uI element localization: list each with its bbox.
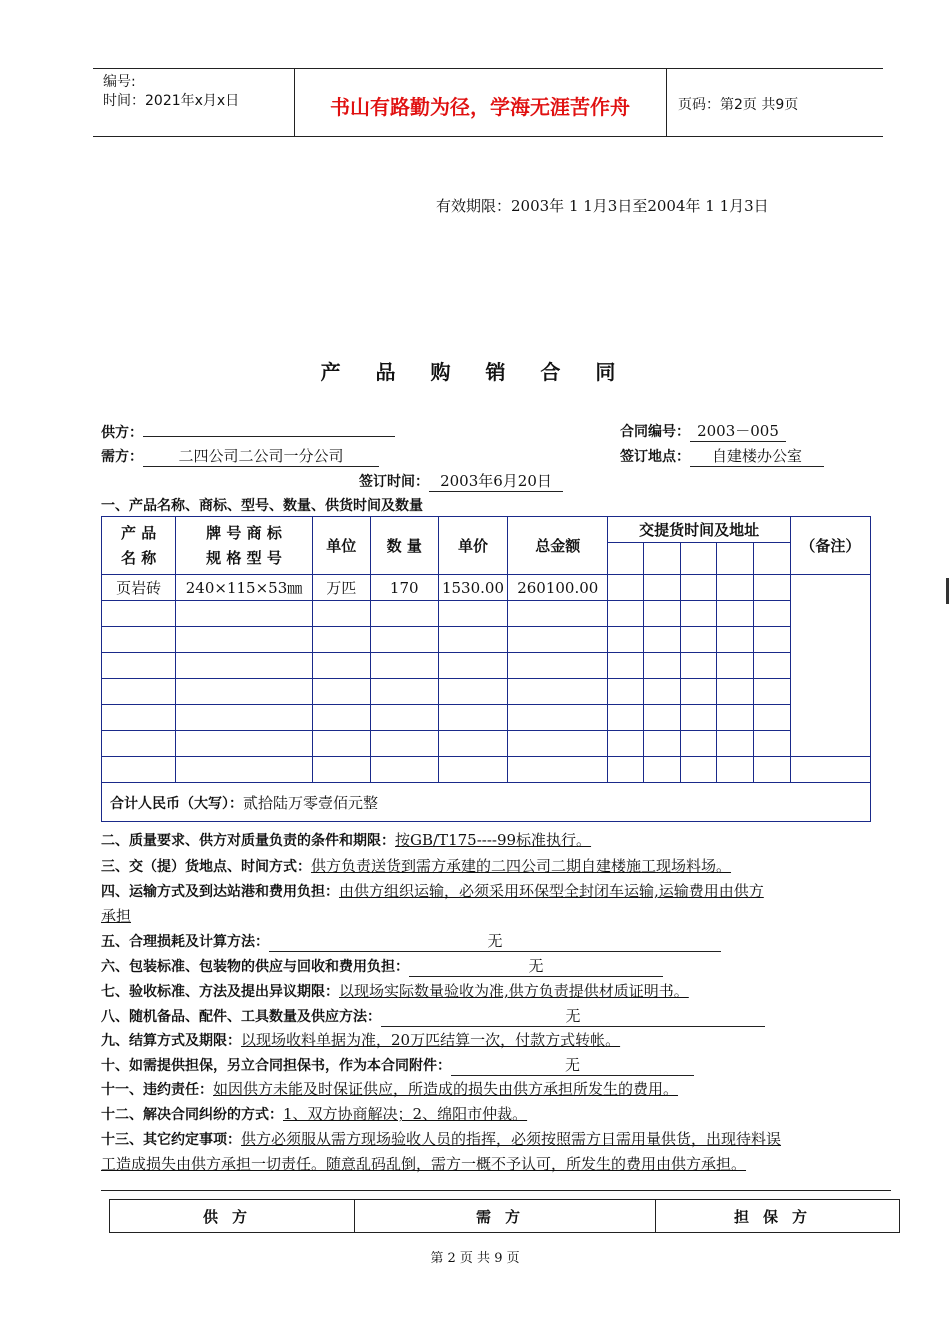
- sign-time-value: 2003年6月20日: [429, 470, 563, 492]
- clause-13-value: 供方必须服从需方现场验收人员的指挥，必须按照需方日需用量供货，出现待料误: [241, 1130, 782, 1148]
- clause-12-value: 1、双方协商解决；2、绵阳市仲裁。: [283, 1105, 528, 1123]
- sum-cell: [102, 783, 871, 822]
- table-row: [102, 705, 871, 731]
- code-label: 编号:: [103, 74, 136, 90]
- page-footer: 第 2 页 共 9 页: [430, 1251, 520, 1266]
- time-label: 时间：2021年x月x日: [103, 93, 240, 109]
- signature-supplier: 供方: [110, 1200, 355, 1233]
- clause-8-value: 无: [381, 1005, 765, 1027]
- sign-place-label: 签订地点：: [620, 449, 690, 465]
- clause-10-key: 十、如需提供担保，另立合同担保书，作为本合同附件：: [101, 1058, 451, 1074]
- clause-6-key: 六、包装标准、包装物的供应与回收和费用负担：: [101, 959, 409, 975]
- section1-heading: 一、产品名称、商标、型号、数量、供货时间及数量: [101, 498, 423, 514]
- clause-6-value: 无: [409, 955, 663, 977]
- delivery-cell: [680, 543, 717, 575]
- clause-10-value: 无: [451, 1054, 694, 1076]
- header-motto-cell: [294, 69, 667, 136]
- clause-13-cont: [101, 1153, 746, 1174]
- header-total: 总金额: [508, 517, 608, 575]
- signature-buyer: 需方: [354, 1200, 655, 1233]
- remark-cell: [790, 575, 870, 757]
- header-unit: 单位: [312, 517, 370, 575]
- header-name-2: 名 称: [120, 548, 157, 567]
- clause-4-value-2: 承担: [101, 907, 132, 925]
- header-meta: [93, 69, 295, 136]
- validity-text: 有效期限：2003年 1 1月3日至2004年 1 1月3日: [436, 197, 769, 215]
- clause-9-value: 以现场收料单据为准，20万匹结算一次，付款方式转帐。: [241, 1031, 621, 1049]
- table-row: [102, 731, 871, 757]
- clause-13: [101, 1128, 781, 1149]
- page-label: 页码：第2页 共9页: [678, 97, 799, 113]
- clause-13-value-2: 工造成损失由供方承担一切责任。随意乱码乱倒，需方一概不予认可，所发生的费用由供方承担。: [101, 1155, 747, 1173]
- supplier-label: 供方：: [101, 425, 143, 441]
- clause-2-value: 按GB/T175----99标准执行。: [395, 831, 592, 849]
- clause-5-key: 五、合理损耗及计算方法：: [101, 934, 269, 950]
- table-row: [102, 601, 871, 627]
- sum-value: 贰拾陆万零壹佰元整: [243, 793, 379, 812]
- edge-marker: [946, 578, 949, 604]
- clause-3-key: 三、交（提）货地点、时间方式：: [101, 859, 311, 875]
- page-header: [93, 68, 883, 137]
- clause-7: [101, 980, 689, 1001]
- signature-table: [109, 1199, 900, 1233]
- clause-6: [101, 955, 663, 977]
- supplier-row: [101, 420, 395, 442]
- clause-9-key: 九、结算方式及期限：: [101, 1033, 241, 1049]
- clause-5: [101, 930, 721, 952]
- buyer-label: 需方：: [101, 449, 143, 465]
- cell-name: 页岩砖: [102, 575, 176, 601]
- clause-13-key: 十三、其它约定事项：: [101, 1132, 241, 1148]
- cell-price: 1530.00: [438, 575, 507, 601]
- delivery-cell: [754, 543, 791, 575]
- sign-time-row: [359, 470, 563, 492]
- motto: 书山有路勤为径，学海无涯苦作舟: [330, 95, 630, 119]
- supplier-blank: [143, 420, 395, 437]
- header-spec: [176, 517, 313, 575]
- header-price: 单价: [438, 517, 507, 575]
- clause-7-value: 以现场实际数量验收为准,供方负责提供材质证明书。: [339, 982, 689, 1000]
- contract-no-row: [620, 420, 786, 442]
- clause-4-cont: [101, 905, 131, 926]
- table-row: [102, 575, 871, 601]
- table-row: [102, 679, 871, 705]
- clause-2-key: 二、质量要求、供方对质量负责的条件和期限：: [101, 833, 395, 849]
- product-table: [101, 516, 871, 822]
- buyer-value: 二四公司二公司一分公司: [143, 445, 379, 467]
- clause-3: [101, 855, 731, 876]
- clause-9: [101, 1029, 620, 1050]
- contract-no-value: 2003－005: [690, 420, 786, 442]
- clause-4: [101, 880, 764, 901]
- cell-spec: 240×115×53㎜: [176, 575, 313, 601]
- clause-3-value: 供方负责送货到需方承建的二四公司二期自建楼施工现场料场。: [311, 857, 732, 875]
- clause-8-key: 八、随机备品、配件、工具数量及供应方法：: [101, 1009, 381, 1025]
- clause-2: [101, 829, 591, 850]
- signature-guarantor: 担保方: [656, 1200, 900, 1233]
- table-row: [102, 757, 871, 783]
- header-spec-1: 牌 号 商 标: [206, 523, 282, 542]
- sign-place-row: [620, 445, 824, 467]
- contract-title: 产 品 购 销 合 同: [320, 360, 630, 384]
- header-qty: 数 量: [370, 517, 438, 575]
- header-name-1: 产 品: [120, 523, 157, 542]
- clause-8: [101, 1005, 765, 1027]
- clause-4-key: 四、运输方式及到达站港和费用负担：: [101, 884, 339, 900]
- sign-place-value: 自建楼办公室: [690, 445, 824, 467]
- clause-4-value: 由供方组织运输，必须采用环保型全封闭车运输,运输费用由供方: [339, 882, 764, 900]
- header-remark: （备注）: [790, 517, 870, 575]
- delivery-cell: [644, 543, 681, 575]
- divider: [101, 1190, 891, 1191]
- contract-no-label: 合同编号：: [620, 424, 690, 440]
- delivery-cell: [717, 543, 754, 575]
- buyer-row: [101, 445, 379, 467]
- clause-11-key: 十一、违约责任：: [101, 1082, 213, 1098]
- clause-12: [101, 1103, 527, 1124]
- clause-11: [101, 1078, 678, 1099]
- clause-12-key: 十二、解决合同纠纷的方式：: [101, 1107, 283, 1123]
- cell-total: 260100.00: [508, 575, 608, 601]
- header-name: [102, 517, 176, 575]
- cell-unit: 万匹: [312, 575, 370, 601]
- clause-7-key: 七、验收标准、方法及提出异议期限：: [101, 984, 339, 1000]
- clause-11-value: 如因供方未能及时保证供应，所造成的损失由供方承担所发生的费用。: [213, 1080, 679, 1098]
- header-page-cell: [666, 69, 883, 136]
- header-spec-2: 规 格 型 号: [206, 548, 282, 567]
- clause-5-value: 无: [269, 930, 721, 952]
- sign-time-label: 签订时间：: [359, 474, 429, 490]
- table-row: [102, 627, 871, 653]
- cell-qty: 170: [370, 575, 438, 601]
- sum-row: [102, 783, 871, 822]
- header-delivery: 交提货时间及地址: [608, 517, 790, 543]
- table-row: [102, 653, 871, 679]
- sum-label: 合计人民币（大写）：: [110, 795, 243, 812]
- delivery-cell: [608, 543, 644, 575]
- clause-10: [101, 1054, 694, 1076]
